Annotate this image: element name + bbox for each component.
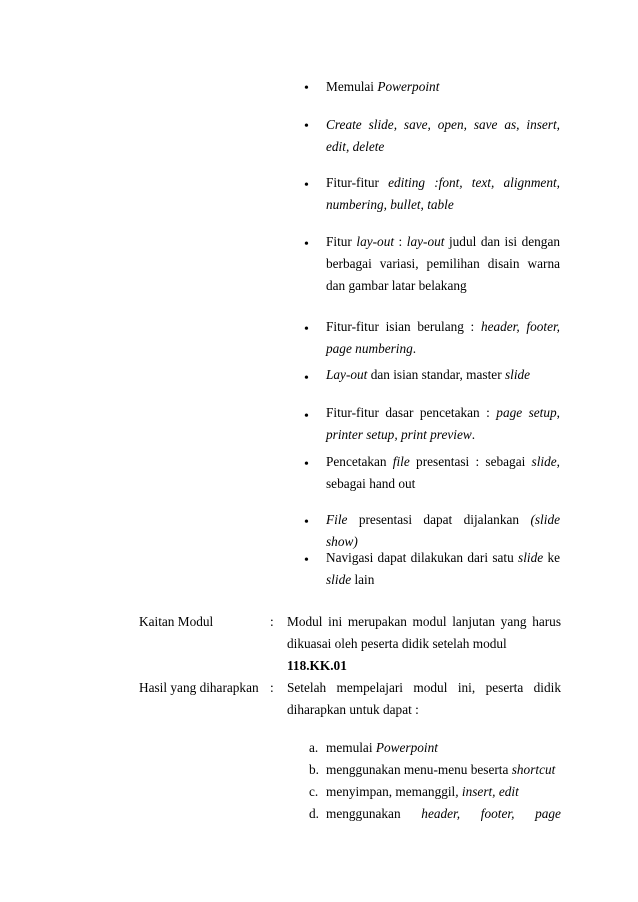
outcome-item-d: [309, 806, 561, 822]
bullet-item-9: File presentasi dapat dijalankan (slide show): [326, 512, 560, 549]
bullet-marker: [304, 236, 312, 253]
bullet-marker: [304, 177, 312, 194]
bullet-marker: [304, 456, 312, 473]
outcome-text: [326, 806, 561, 822]
outcome-word: menggunakan: [326, 806, 401, 821]
hasil-text: Setelah mempelajari modul ini, peserta didik diharapkan untuk dapat :: [287, 680, 561, 717]
bullet-item-8: Pencetakan file presentasi : sebagai slide, sebagai hand out: [326, 454, 560, 491]
bullet-marker: [304, 552, 312, 569]
kaitan-colon: :: [270, 614, 274, 629]
bullet-item-7: Fitur-fitur dasar pencetakan : page setup, printer setup, print preview.: [326, 405, 560, 442]
hasil-colon: :: [270, 680, 274, 695]
outcome-marker: c.: [309, 784, 319, 799]
kaitan-description: Modul ini merupakan modul lanjutan yang harus dikuasai oleh peserta didik setelah modul: [287, 614, 561, 651]
outcome-word: footer,: [480, 806, 515, 821]
outcome-text: memulai Powerpoint: [326, 740, 438, 755]
bullet-item-10: Navigasi dapat dilakukan dari satu slide ke slide lain: [326, 550, 560, 587]
bullet-marker: [304, 321, 312, 338]
bullet-marker: [304, 118, 312, 135]
bullet-marker: [304, 80, 312, 97]
outcome-word: header,: [421, 806, 461, 821]
bullet-item-1: Memulai Powerpoint: [326, 79, 440, 94]
outcome-text: menggunakan menu-menu beserta shortcut: [326, 762, 556, 777]
bullet-marker: [304, 408, 312, 425]
outcome-text: menyimpan, memanggil, insert, edit: [326, 784, 519, 799]
outcome-item-a: [309, 740, 561, 756]
outcome-word: page: [535, 806, 561, 821]
outcome-item-b: [309, 762, 561, 778]
kaitan-module-code: 118.KK.01: [287, 658, 347, 673]
kaitan-text: [287, 611, 561, 677]
outcome-marker: d.: [309, 806, 319, 821]
outcome-marker: b.: [309, 762, 319, 777]
kaitan-label: Kaitan Modul: [139, 614, 214, 629]
bullet-item-6: Lay-out dan isian standar, master slide: [326, 367, 531, 382]
bullet-marker: [304, 514, 312, 531]
outcome-marker: a.: [309, 740, 319, 755]
bullet-item-3: Fitur-fitur editing :font, text, alignment, numbering, bullet, table: [326, 175, 560, 212]
bullet-item-4: Fitur lay-out : lay-out judul dan isi dengan berbagai variasi, pemilihan disain warna dan gambar latar belakang: [326, 234, 561, 293]
bullet-item-2: Create slide, save, open, save as, insert, edit, delete: [326, 117, 560, 154]
outcome-item-c: [309, 784, 561, 800]
bullet-item-5: Fitur-fitur isian berulang : header, footer, page numbering.: [326, 319, 560, 356]
bullet-marker: [304, 370, 312, 387]
hasil-label: Hasil yang diharapkan: [139, 680, 259, 695]
